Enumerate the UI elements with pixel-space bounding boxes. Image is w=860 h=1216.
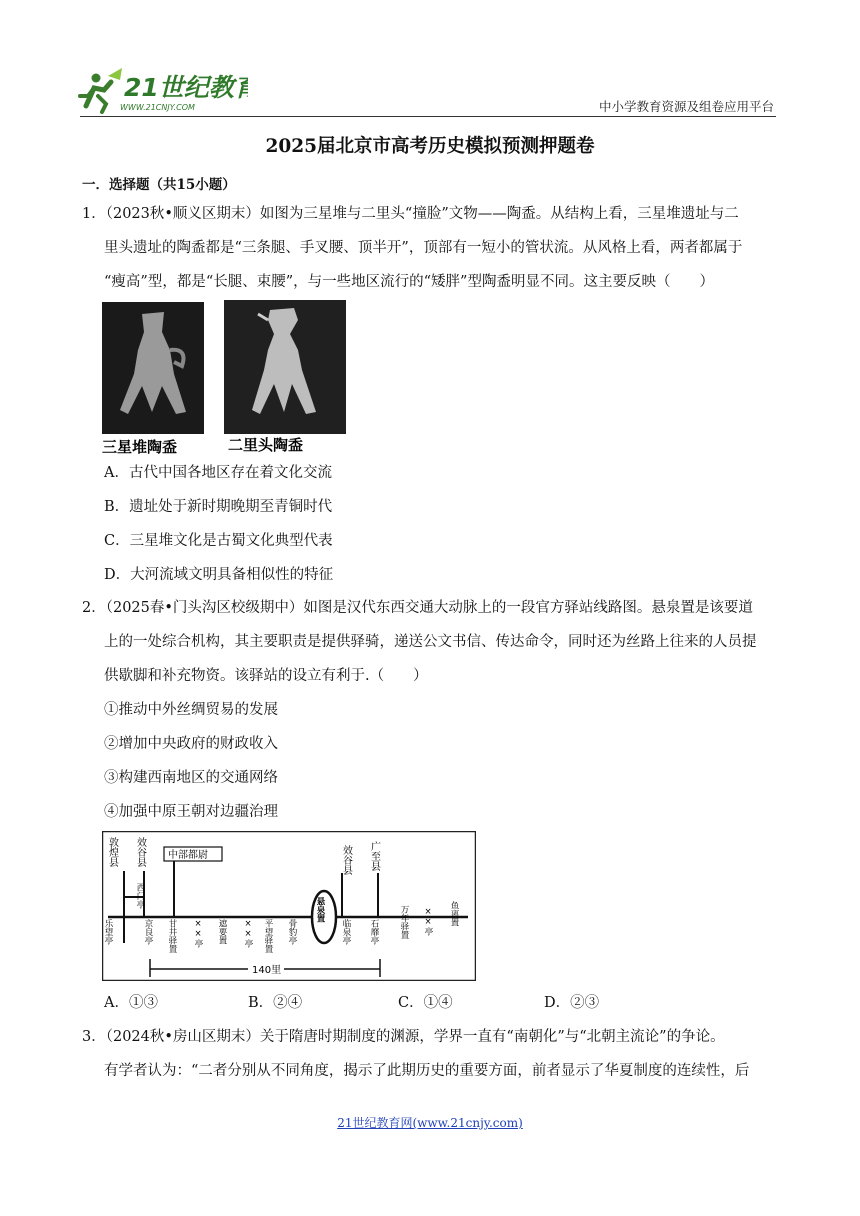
- q1-line-3: “瘦高”型，都是“长腿、束腰”，与一些地区流行的“矮胖”型陶盉明显不同。这主要反映（ ）: [104, 274, 714, 290]
- q1-option-b[interactable]: B．遗址处于新时期晚期至青铜时代: [104, 499, 333, 515]
- q2-item-3: ③构建西南地区的交通网络: [104, 770, 278, 786]
- svg-text:WWW.21CNJY.COM: WWW.21CNJY.COM: [120, 103, 195, 112]
- q2-option-b[interactable]: B．②④: [248, 995, 303, 1011]
- svg-text:平望驿置: 平望驿置: [263, 919, 273, 953]
- svg-text:京良亭: 京良亭: [143, 919, 153, 945]
- header-divider: [80, 116, 776, 117]
- q2-item-4: ④加强中原王朝对边疆治理: [104, 804, 278, 820]
- footer-link[interactable]: 21世纪教育网(www.21cnjy.com): [337, 1116, 523, 1130]
- svg-text:骨豹亭: 骨豹亭: [287, 919, 297, 945]
- q1-option-c[interactable]: C．三星堆文化是古蜀文化典型代表: [104, 533, 333, 549]
- svg-text:21世纪教育: 21世纪教育: [124, 73, 248, 102]
- section-heading: 一．选择题（共15小题）: [82, 177, 236, 193]
- svg-text:悬泉置: 悬泉置: [315, 897, 325, 923]
- q2-route-map: [102, 831, 476, 981]
- q1-caption-right: 二里头陶盉: [228, 436, 304, 454]
- page-title: 2025届北京市高考历史模拟预测押题卷: [265, 136, 595, 157]
- q1-option-d[interactable]: D．大河流域文明具备相似性的特征: [104, 567, 334, 583]
- map-label-guangzhi: 广至县: [368, 841, 380, 871]
- q2-line-1: 2．（2025春•门头沟区校级期中）如图是汉代东西交通大动脉上的一段官方驿站线路图。悬泉置是该要道: [82, 600, 753, 616]
- q3-line-2: 有学者认为：“二者分别从不同角度，揭示了此期历史的重要方面，前者显示了华夏制度的连续性，后: [104, 1063, 750, 1079]
- q2-item-1: ①推动中外丝绸贸易的发展: [104, 702, 278, 718]
- q1-caption-left: 三星堆陶盉: [102, 438, 178, 454]
- q1-image-erlitou: [224, 300, 346, 454]
- q2-item-2: ②增加中央政府的财政收入: [104, 736, 278, 752]
- q1-image-sanxingdui: [102, 302, 204, 454]
- svg-text:西门亭: 西门亭: [135, 883, 145, 909]
- q2-line-2: 上的一处综合机构，其主要职责是提供驿骑，递送公文书信、传达命令，同时还为丝路上往来的人员提: [104, 634, 757, 650]
- svg-text:××亭: ××亭: [193, 919, 203, 948]
- svg-text:鱼离置: 鱼离置: [449, 901, 459, 927]
- q2-option-c[interactable]: C．①④: [398, 995, 453, 1011]
- map-label-zhongbu: 中部都尉: [168, 850, 208, 861]
- q1-line-2: 里头遗址的陶盉都是“三条腿、手叉腰、顶半开”，顶部有一短小的管状流。从风格上看，两者都属于: [104, 240, 743, 256]
- map-label-xiaogu-2: 效谷县: [340, 845, 352, 875]
- svg-text:临泉亭: 临泉亭: [341, 919, 351, 945]
- q1-line-1: 1．（2023秋•顺义区期末）如图为三星堆与二里头“撞脸”文物——陶盉。从结构上看，三星堆遗址与二: [82, 206, 739, 222]
- footer: [0, 1114, 860, 1131]
- svg-text:××亭: ××亭: [243, 919, 253, 948]
- svg-text:××亭: ××亭: [423, 907, 433, 936]
- svg-text:遮要置: 遮要置: [217, 919, 227, 945]
- map-label-xiaogu-1: 效谷县: [134, 837, 146, 867]
- svg-text:乐望亭: 乐望亭: [103, 919, 113, 945]
- map-distance: 140里: [252, 965, 282, 976]
- q3-line-1: 3．（2024秋•房山区期末）关于隋唐时期制度的渊源，学界一直有“南朝化”与“北朝主流论”的争论。: [82, 1029, 725, 1045]
- svg-text:万年驿置: 万年驿置: [399, 905, 409, 939]
- svg-text:甘井驿置: 甘井驿置: [167, 919, 177, 953]
- q1-option-a[interactable]: A．古代中国各地区存在着文化交流: [104, 465, 332, 481]
- q2-line-3: 供歇脚和补充物资。该驿站的设立有利于.（ ）: [104, 668, 428, 684]
- map-label-dunhuang: 敦煌县: [106, 837, 118, 867]
- q2-option-d[interactable]: D．②③: [544, 995, 600, 1011]
- q2-option-a[interactable]: A．①③: [104, 995, 158, 1011]
- header-platform-name: 中小学教育资源及组卷应用平台: [598, 99, 774, 114]
- site-logo: [78, 66, 248, 116]
- svg-text:石靡亭: 石靡亭: [369, 919, 379, 945]
